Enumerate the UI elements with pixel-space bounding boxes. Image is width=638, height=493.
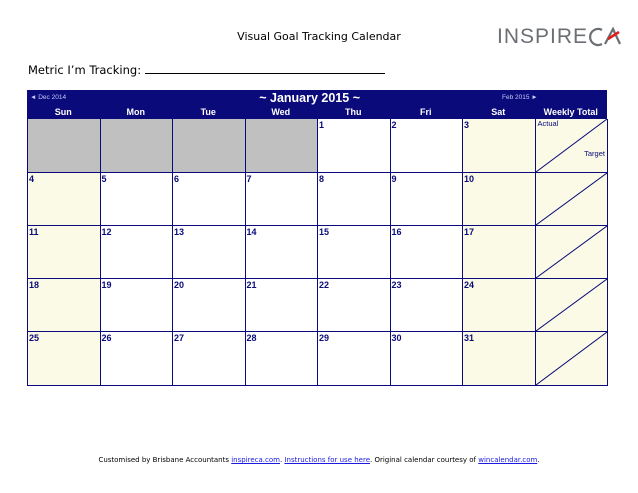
day-cell[interactable] <box>391 332 464 386</box>
day-cell[interactable] <box>463 226 536 279</box>
day-number: 5 <box>101 174 107 184</box>
day-cell[interactable] <box>28 279 101 332</box>
day-number: 1 <box>319 120 325 130</box>
day-cell[interactable] <box>173 226 246 279</box>
prev-month-link[interactable]: ◄ Dec 2014 <box>30 94 67 101</box>
empty-day-cell[interactable] <box>101 119 174 173</box>
day-number: 12 <box>101 227 112 237</box>
calendar-header <box>27 90 607 107</box>
metric-blank-field <box>145 63 385 74</box>
diagonal-divider-icon <box>536 279 607 331</box>
day-number: 3 <box>464 120 470 130</box>
day-cell[interactable] <box>463 173 536 226</box>
day-number: 20 <box>174 280 185 290</box>
day-number: 21 <box>246 280 257 290</box>
day-number: 6 <box>174 174 180 184</box>
day-number: 19 <box>101 280 112 290</box>
day-cell[interactable] <box>246 332 319 386</box>
day-cell[interactable] <box>318 119 391 173</box>
day-number: 8 <box>319 174 325 184</box>
day-cell[interactable] <box>318 173 391 226</box>
day-number: 4 <box>29 174 35 184</box>
day-cell[interactable] <box>173 279 246 332</box>
weekly-total-cell[interactable] <box>536 332 609 386</box>
day-header: Tue <box>200 107 216 117</box>
day-cell[interactable] <box>246 279 319 332</box>
day-header: Wed <box>271 107 291 117</box>
day-cell[interactable] <box>318 226 391 279</box>
weekly-total-cell[interactable] <box>536 226 609 279</box>
diagonal-divider-icon <box>536 226 607 278</box>
inspireca-link[interactable]: inspireca.com <box>231 456 280 464</box>
day-number: 14 <box>246 227 257 237</box>
footer-text-3: . Original calendar courtesy of <box>370 456 479 464</box>
day-header: Sun <box>54 107 72 117</box>
day-header: Sat <box>491 107 506 117</box>
day-cell[interactable] <box>318 332 391 386</box>
month-title: ~ January 2015 ~ <box>259 91 360 105</box>
day-number: 13 <box>174 227 185 237</box>
actual-label: Actual <box>537 119 559 128</box>
day-cell[interactable] <box>318 279 391 332</box>
footer <box>0 456 638 464</box>
day-cell[interactable] <box>463 279 536 332</box>
empty-day-cell[interactable] <box>28 119 101 173</box>
day-cell[interactable] <box>101 226 174 279</box>
wincalendar-link[interactable]: wincalendar.com <box>478 456 538 464</box>
day-number: 17 <box>464 227 475 237</box>
day-header: Fri <box>419 107 432 117</box>
day-number: 31 <box>464 333 475 343</box>
day-number: 2 <box>391 120 397 130</box>
day-cell[interactable] <box>101 279 174 332</box>
metric-label: Metric I’m Tracking: <box>28 63 142 77</box>
calendar-grid <box>27 119 607 386</box>
day-cell[interactable] <box>101 332 174 386</box>
day-cell[interactable] <box>101 173 174 226</box>
footer-text-4: . <box>537 456 540 464</box>
empty-day-cell[interactable] <box>246 119 319 173</box>
day-number: 29 <box>319 333 330 343</box>
day-cell[interactable] <box>463 119 536 173</box>
day-cell[interactable] <box>28 173 101 226</box>
logo-text: INSPIRE <box>497 25 589 48</box>
day-number: 7 <box>246 174 252 184</box>
calendar <box>27 90 607 386</box>
inspire-ca-logo <box>497 24 623 50</box>
day-header: Weekly Total <box>543 107 598 117</box>
document-title: Visual Goal Tracking Calendar <box>237 30 401 43</box>
day-number: 16 <box>391 227 402 237</box>
day-cell[interactable] <box>28 332 101 386</box>
day-cell[interactable] <box>463 332 536 386</box>
day-number: 27 <box>174 333 185 343</box>
metric-line <box>28 63 385 77</box>
day-number: 18 <box>29 280 40 290</box>
weekly-total-cell[interactable] <box>536 119 609 173</box>
day-number: 11 <box>29 227 39 237</box>
day-number: 28 <box>246 333 257 343</box>
day-number: 10 <box>464 174 475 184</box>
target-label: Target <box>584 149 605 158</box>
weekly-total-cell[interactable] <box>536 279 609 332</box>
weekly-total-cell[interactable] <box>536 173 609 226</box>
day-cell[interactable] <box>173 173 246 226</box>
empty-day-cell[interactable] <box>173 119 246 173</box>
day-cell[interactable] <box>173 332 246 386</box>
diagonal-divider-icon <box>536 332 607 385</box>
day-number: 9 <box>391 174 397 184</box>
day-number: 24 <box>464 280 475 290</box>
footer-text-2: . <box>279 456 285 464</box>
day-header: Thu <box>345 107 362 117</box>
day-cell[interactable] <box>391 119 464 173</box>
day-cell[interactable] <box>391 226 464 279</box>
footer-text-1: Customised by Brisbane Accountants <box>98 456 232 464</box>
day-number: 30 <box>391 333 402 343</box>
day-number: 22 <box>319 280 330 290</box>
day-number: 15 <box>319 227 330 237</box>
day-cell[interactable] <box>246 173 319 226</box>
day-number: 26 <box>101 333 112 343</box>
day-cell[interactable] <box>391 279 464 332</box>
day-header: Mon <box>126 107 145 117</box>
diagonal-divider-icon <box>536 173 607 225</box>
instructions-link[interactable]: Instructions for use here <box>284 456 371 464</box>
ca-logo-mark-icon <box>589 26 623 48</box>
day-cell[interactable] <box>28 226 101 279</box>
day-cell[interactable] <box>391 173 464 226</box>
day-cell[interactable] <box>246 226 319 279</box>
day-of-week-header <box>27 107 607 119</box>
day-number: 25 <box>29 333 40 343</box>
day-number: 23 <box>391 280 402 290</box>
next-month-link[interactable]: Feb 2015 ► <box>502 94 538 101</box>
